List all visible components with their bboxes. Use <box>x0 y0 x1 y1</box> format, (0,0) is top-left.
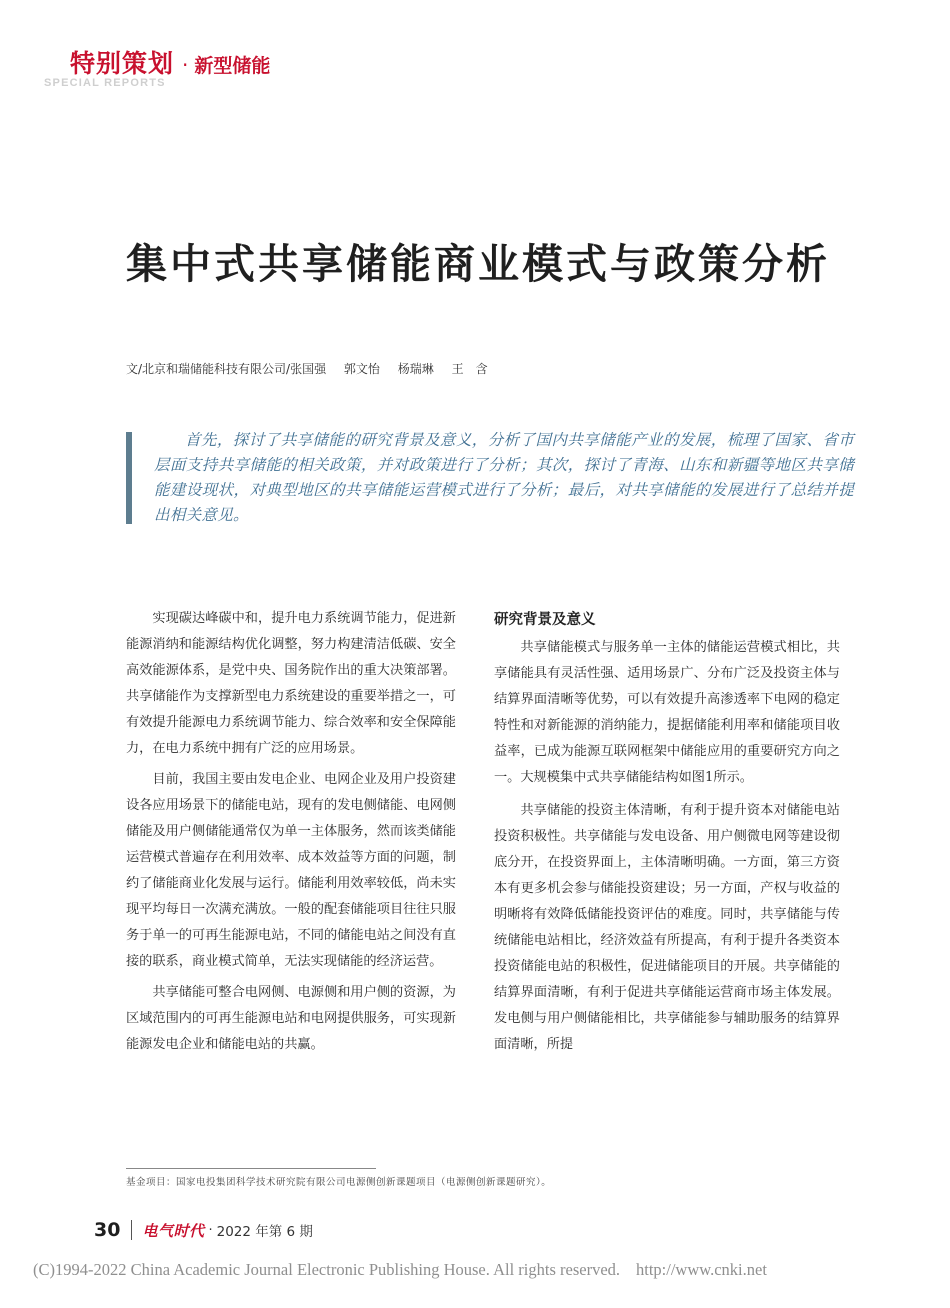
section-header <box>70 44 270 80</box>
page-number: 30 <box>94 1219 121 1241</box>
page-footer <box>94 1219 313 1241</box>
author-name: 郭文怡 <box>343 362 380 376</box>
footer-dot: · <box>208 1222 213 1238</box>
body-paragraph: 共享储能可整合电网侧、电源侧和用户侧的资源，为区域范围内的可再生能源电站和电网提供服务，可实现新能源发电企业和储能电站的共赢。 <box>126 985 456 1052</box>
body-column-right <box>494 608 840 1065</box>
abstract-accent-bar <box>126 432 132 524</box>
footnote-divider <box>126 1168 376 1169</box>
section-sub-label: 新型储能 <box>194 55 271 77</box>
footnote: 基金项目：国家电投集团科学技术研究院有限公司电源侧创新课题项目（电源侧创新课题研究）。 <box>126 1177 552 1188</box>
author-line <box>126 360 502 377</box>
copyright-text: (C)1994-2022 China Academic Journal Electronic Publishing House. All rights reserved. <box>33 1260 621 1279</box>
magazine-logo: 电气时代 <box>142 1221 205 1240</box>
footer-divider <box>131 1220 132 1240</box>
body-column-left <box>126 606 456 1063</box>
article-title: 集中式共享储能商业模式与政策分析 <box>126 240 830 288</box>
section-main-label: 特别策划 <box>70 49 175 78</box>
author-name: 王 含 <box>451 362 488 376</box>
abstract-text: 首先，探讨了共享储能的研究背景及意义，分析了国内共享储能产业的发展，梳理了国家、省市层面支持共享储能的相关政策，并对政策进行了分析；其次，探讨了青海、山东和新疆等地区共享储能建设现状，对典型地区的共享储能运营模式进行了分析；最后，对共享储能的发展进行了总结并提出相关意见。 <box>154 431 854 524</box>
body-paragraph: 共享储能模式与服务单一主体的储能运营模式相比，共享储能具有灵活性强、适用场景广、分布广泛及投资主体与结算界面清晰等优势，可以有效提升高渗透率下电网的稳定特性和对新能源的消纳能力，提据储能利用率和储能项目收益率，已成为能源互联网框架中储能应用的重要研究方向之一。大规模集中式共享储能结构如图1所示。 <box>494 640 840 785</box>
section-english-label: SPECIAL REPORTS <box>44 77 166 89</box>
copyright-line <box>33 1260 767 1280</box>
section-separator-dot: · <box>182 53 189 77</box>
body-paragraph: 目前，我国主要由发电企业、电网企业及用户投资建设各应用场景下的储能电站，现有的发电侧储能、电网侧储能及用户侧储能通常仅为单一主体服务，然而该类储能运营模式普遍存在利用效率、成本效益等方面的问题，制约了储能商业化发展与运行。储能利用效率较低，尚未实现平均每日一次满充满放。一般的配套储能项目往往只服务于单一的可再生能源电站，不同的储能电站之间没有直接的联系，商业模式简单，无法实现储能的经济运营。 <box>126 772 456 969</box>
section-heading: 研究背景及意义 <box>494 612 596 628</box>
body-paragraph: 实现碳达峰碳中和，提升电力系统调节能力，促进新能源消纳和能源结构优化调整，努力构建清洁低碳、安全高效能源体系，是党中央、国务院作出的重大决策部署。共享储能作为支撑新型电力系统建设的重要举措之一，可有效提升能源电力系统调节能力、综合效率和安全保障能力，在电力系统中拥有广泛的应用场景。 <box>126 611 456 756</box>
issue-label: 2022 年第 6 期 <box>216 1224 313 1240</box>
body-paragraph: 共享储能的投资主体清晰，有利于提升资本对储能电站投资积极性。共享储能与发电设备、用户侧微电网等建设彻底分开，在投资界面上，主体清晰明确。一方面，第三方资本有更多机会参与储能投资建设；另一方面，产权与收益的明晰将有效降低储能投资评估的难度。同时，共享储能与传统储能电站相比，经济效益有所提高，有利于提升各类资本投资储能电站的积极性，促进储能项目的开展。共享储能的结算界面清晰，有利于促进共享储能运营商市场主体发展。发电侧与用户侧储能相比，共享储能参与辅助服务的结算界面清晰，所提 <box>494 803 840 1052</box>
author-name: 杨瑞琳 <box>397 362 434 376</box>
copyright-url[interactable]: http://www.cnki.net <box>636 1260 767 1279</box>
byline: 文/北京和瑞储能科技有限公司/张国强 <box>126 362 327 376</box>
